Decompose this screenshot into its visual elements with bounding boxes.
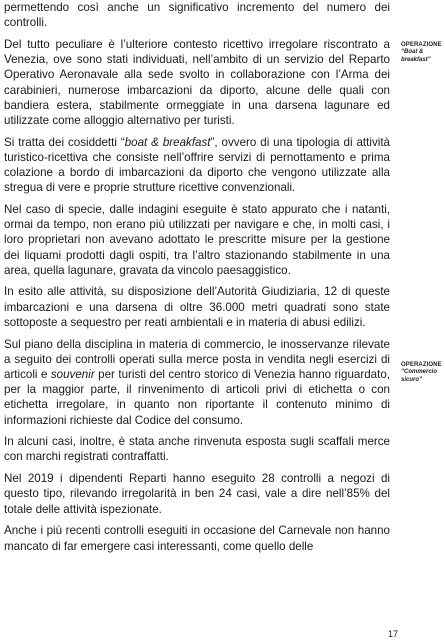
text-run: permettendo così anche un significativo incremento del numero dei controlli. <box>4 1 390 30</box>
page-number: 17 <box>388 629 399 639</box>
text-run: In alcuni casi, inoltre, è stata anche rinvenuta esposta sugli scaffali merce con marchi registrati contraffatti. <box>4 435 390 464</box>
italic-term: souvenir <box>50 367 95 381</box>
text-run: Si tratta dei cosiddetti “ <box>4 135 125 149</box>
sidenote-commercio-sicuro <box>401 362 445 384</box>
italic-term: boat & breakfast <box>124 135 211 149</box>
sidenote-keyword: OPERAZIONE <box>401 42 442 48</box>
text-run: ”, ovvero di una tipologia di attività turistico-ricettiva che consiste nell’offrire servizi di pernottamento e prima colazione a bordo di imbarcazioni da diporto che vengono utilizzate alla stregua di vere e proprie strutture ricettive convenzionali. <box>4 135 390 195</box>
body-paragraph <box>4 284 390 330</box>
text-run: per turisti del centro storico di Venezia hanno riguardato, per la maggior parte, il rinvenimento di articoli privi di etichetta o con etichetta irregolare, in quanto non riportante il contenuto minimo di informazioni richieste dal Codice del consumo. <box>4 367 390 427</box>
text-run: Anche i più recenti controlli eseguiti in occasione del Carnevale non hanno mancato di far emergere casi interessanti, come quello delle <box>4 524 390 553</box>
body-paragraph <box>4 202 390 278</box>
main-text-column <box>4 0 390 560</box>
body-paragraph <box>4 135 390 196</box>
sidenote-operation-name: “Commercio sicuro” <box>401 369 438 383</box>
body-paragraph <box>4 523 390 553</box>
text-run: Sul piano della disciplina in materia di commercio, le inosservanze rilevate a seguito dei controlli operati sulla merce posta in vendita negli esercizi di articoli e <box>4 337 390 381</box>
sidenote-boat-breakfast <box>401 42 445 64</box>
body-paragraph <box>4 337 390 428</box>
text-run: Nel 2019 i dipendenti Reparti hanno eseguito 28 controlli a negozi di questo tipo, rilevando irregolarità in ben 24 casi, vale a dire nell’85% del totale delle attività ispezionate. <box>4 472 390 516</box>
sidenote-operation-name: “Boat & breakfast” <box>401 49 431 63</box>
body-paragraph <box>4 471 390 517</box>
body-paragraph <box>4 0 390 30</box>
body-paragraph <box>4 434 390 464</box>
text-run: Nel caso di specie, dalle indagini eseguite è stato appurato che i natanti, ormai da tempo, non erano più utilizzati per navigare e che, in molti casi, i loro proprietari non avevano adottato le prescritte misure per la gestione dei liquami prodotti dagli ospiti, tra l’altro stazionando stabilmente in una area, quella lagunare, gravata da vincolo paesaggistico. <box>4 202 390 277</box>
text-run: Del tutto peculiare è l’ulteriore contesto ricettivo irregolare riscontrato a Venezia, ove sono stati individuati, nell’ambito di un servizio del Reparto Operativo Aeronavale alla sede svolto in collaborazione con l’Arma dei carabinieri, numerose imbarcazioni da diporto, alcune delle quali con bandiera estera, stabilmente ormeggiate in una darsena lagunare ed utilizzate come alloggio alternativo per turisti. <box>4 37 390 127</box>
sidenote-keyword: OPERAZIONE <box>401 362 442 368</box>
text-run: In esito alle attività, su disposizione dell’Autorità Giudiziaria, 12 di queste imbarcazioni e una darsena di oltre 36.000 metri quadrati sono state sottoposte a sequestro per reati ambientali e in materia di abusi edilizi. <box>4 285 390 329</box>
body-paragraph <box>4 37 390 128</box>
